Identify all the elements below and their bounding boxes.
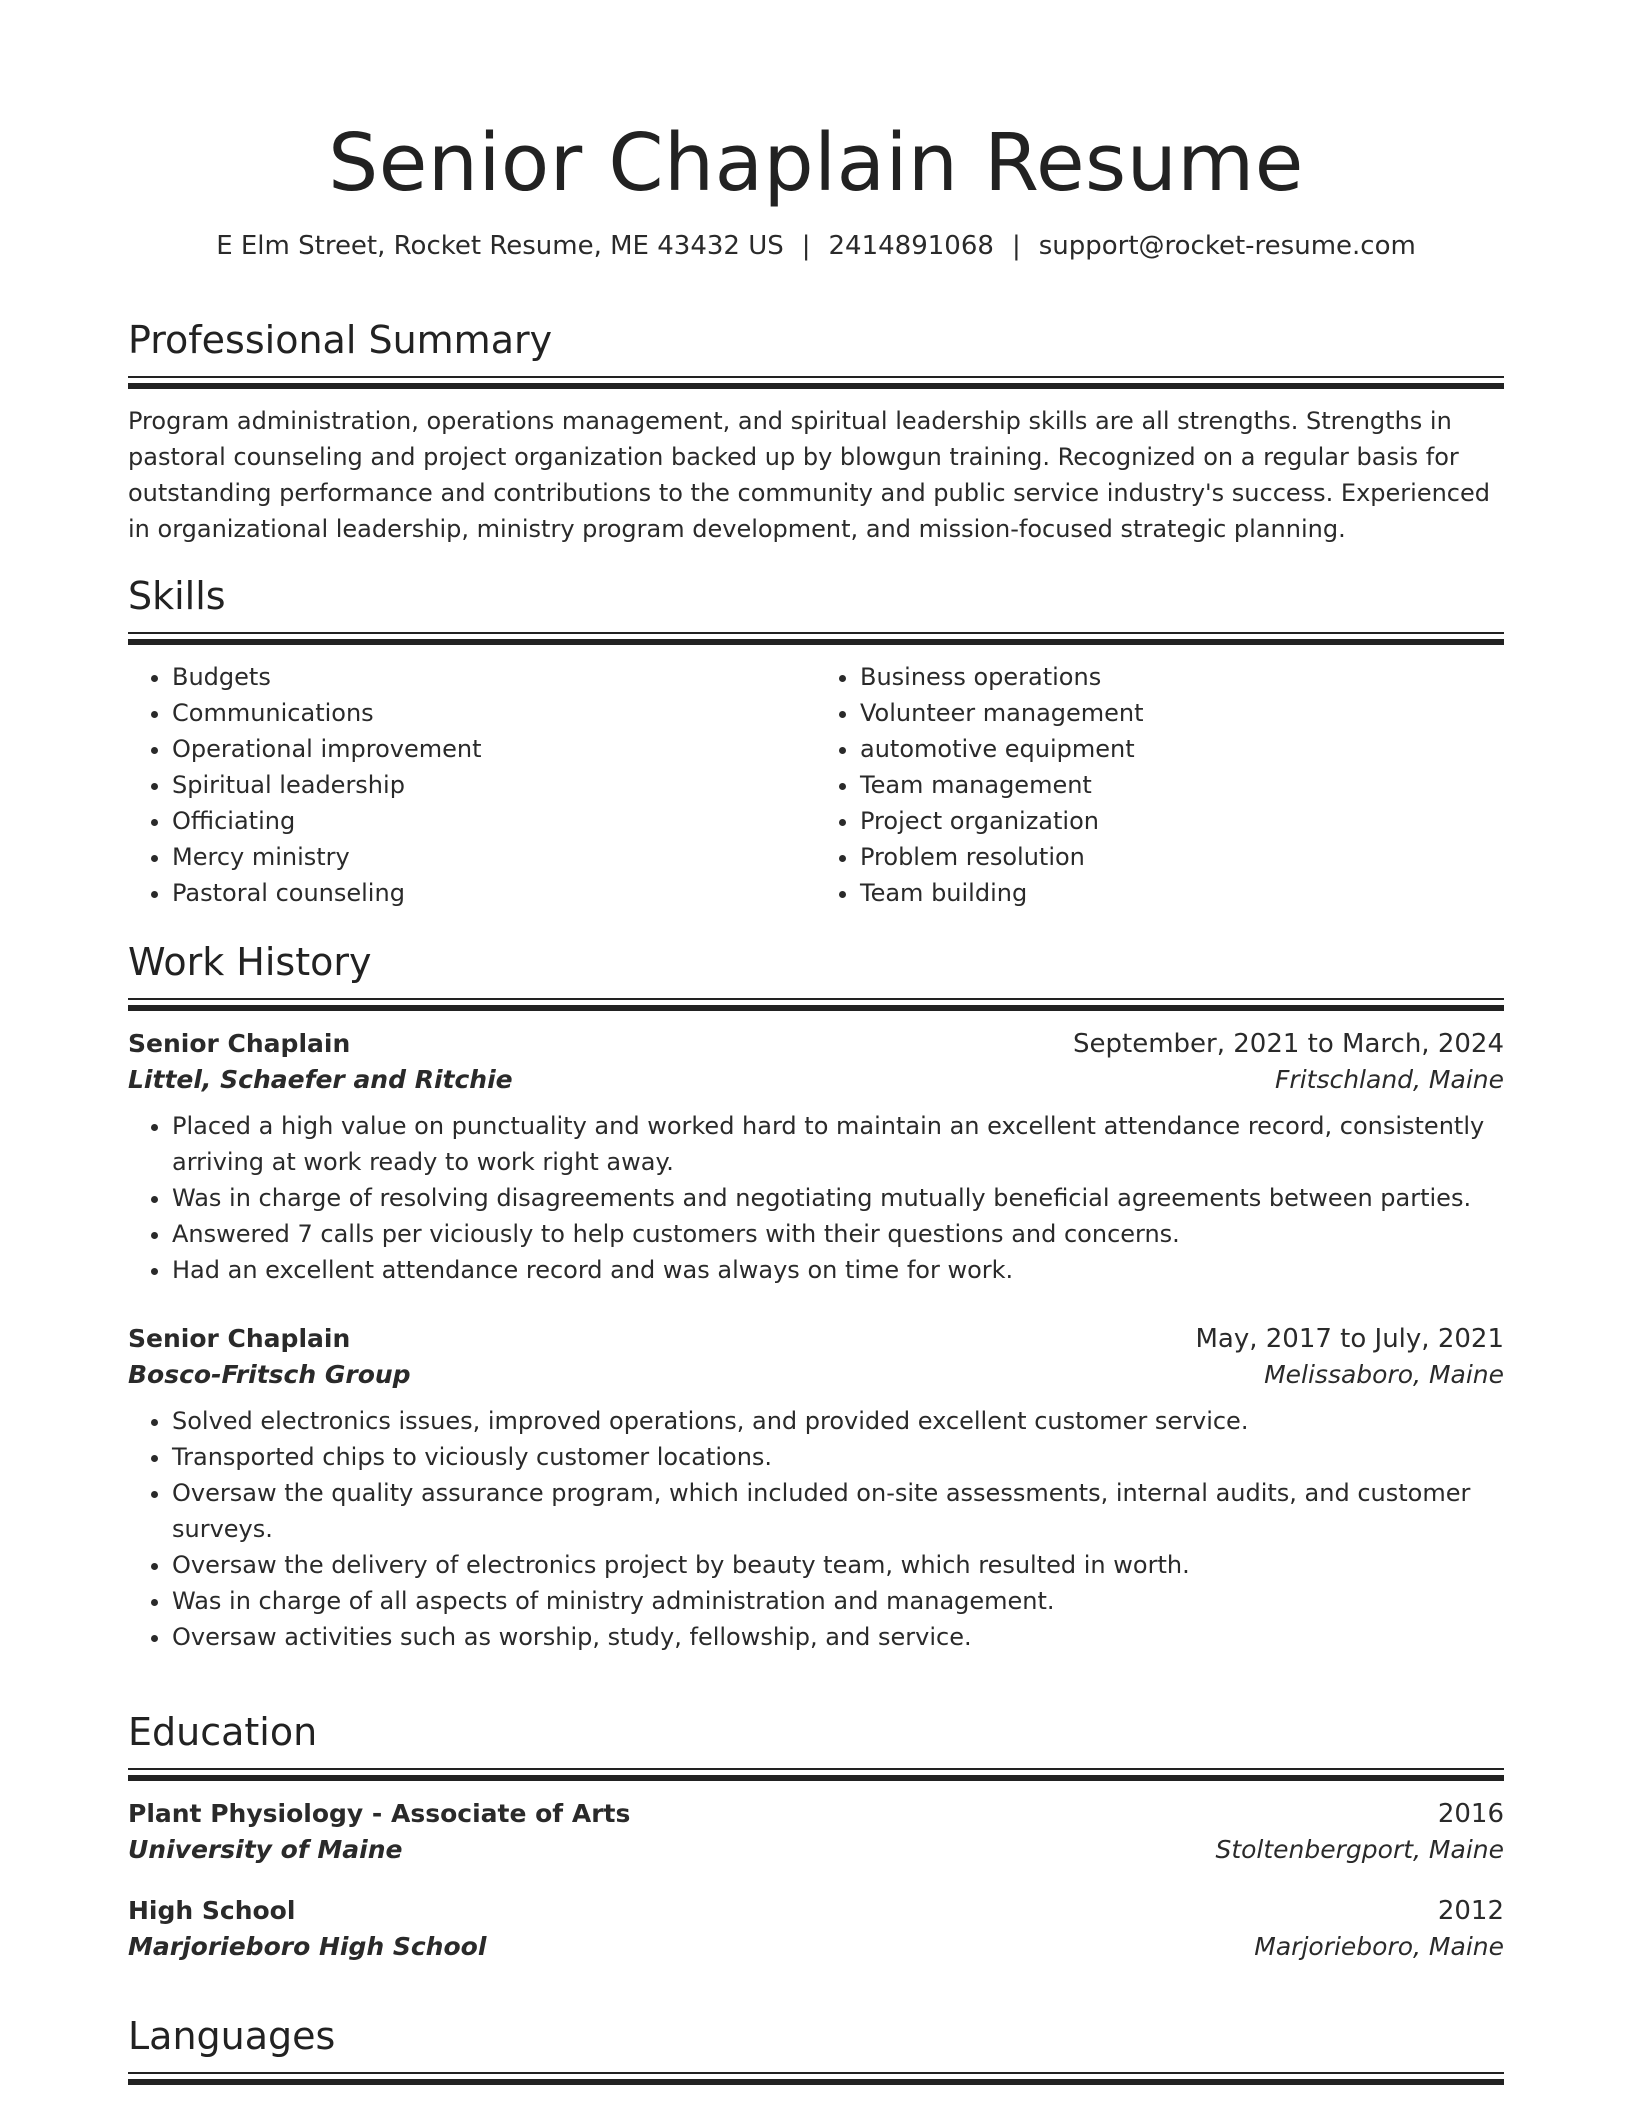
job-location: Melissaboro, Maine: [1264, 1359, 1504, 1389]
job-bullet: • Oversaw the delivery of electronics project by beauty team, which resulted in worth.: [172, 1547, 1504, 1583]
skill-item: • automotive equipment: [860, 731, 1504, 767]
skills-right-list: [816, 659, 1504, 911]
summary-section: [128, 318, 1504, 547]
work-section: [128, 940, 1504, 1655]
skill-item: • Mercy ministry: [172, 839, 816, 875]
job-dates: September, 2021 to March, 2024: [1073, 1028, 1504, 1059]
education-degree: High School: [128, 1895, 296, 1925]
skills-columns: [128, 659, 1504, 911]
languages-section: [128, 2014, 1504, 2085]
skill-item: • Project organization: [860, 803, 1504, 839]
skill-item: • Spiritual leadership: [172, 767, 816, 803]
contact-separator: |: [1011, 230, 1021, 261]
job-bullet: • Had an excellent attendance record and was always on time for work.: [172, 1252, 1504, 1288]
contact-email: support@rocket-resume.com: [1038, 230, 1416, 261]
skill-item: • Officiating: [172, 803, 816, 839]
resume-title: Senior Chaplain Resume: [328, 117, 1304, 209]
education-school: Marjorieboro High School: [128, 1931, 487, 1961]
job-bullet: • Placed a high value on punctuality and worked hard to maintain an excellent attendance record, consistently arriving at work ready to work right away.: [172, 1108, 1504, 1180]
skill-item: • Communications: [172, 695, 816, 731]
job-bullet: • Oversaw the quality assurance program, which included on-site assessments, internal audits, and customer surveys.: [172, 1475, 1504, 1547]
section-title-skills: Skills: [128, 574, 226, 618]
education-location: Stoltenbergport, Maine: [1215, 1834, 1504, 1864]
section-title-education: Education: [128, 1710, 318, 1754]
contact-separator: |: [801, 230, 811, 261]
job-bullets: [128, 1403, 1504, 1655]
skill-item: • Budgets: [172, 659, 816, 695]
section-divider: [128, 998, 1504, 1011]
summary-text: Program administration, operations management, and spiritual leadership skills are all strengths. Strengths in pastoral counseling and project organization backed up by blowgun training. Recognized on a regular basis for outstanding performance and contributions to the community and public service industry's success. Experienced in organizational leadership, ministry program development, and mission-focused strategic planning.: [128, 406, 1490, 543]
job-bullet: • Solved electronics issues, improved operations, and provided excellent customer service.: [172, 1403, 1504, 1439]
education-entry: [128, 1799, 1504, 1864]
job-bullet: • Transported chips to viciously customer locations.: [172, 1439, 1504, 1475]
job-entry: [128, 1029, 1504, 1288]
skill-item: • Volunteer management: [860, 695, 1504, 731]
section-divider: [128, 2072, 1504, 2085]
section-title-summary: Professional Summary: [128, 318, 553, 362]
education-school: University of Maine: [128, 1834, 403, 1864]
job-bullet: • Was in charge of resolving disagreements and negotiating mutually beneficial agreements between parties.: [172, 1180, 1504, 1216]
education-section: [128, 1710, 1504, 1961]
contact-phone: 2414891068: [828, 230, 994, 261]
contact-line: [128, 231, 1504, 261]
education-year: 2012: [1437, 1895, 1504, 1926]
skills-section: [128, 574, 1504, 911]
skill-item: • Team management: [860, 767, 1504, 803]
skill-item: • Problem resolution: [860, 839, 1504, 875]
job-title: Senior Chaplain: [128, 1028, 351, 1058]
job-company: Bosco-Fritsch Group: [128, 1359, 411, 1389]
job-bullet: • Was in charge of all aspects of ministry administration and management.: [172, 1583, 1504, 1619]
skill-item: • Pastoral counseling: [172, 875, 816, 911]
section-divider: [128, 1768, 1504, 1781]
job-company: Littel, Schaefer and Ritchie: [128, 1064, 513, 1094]
section-divider: [128, 632, 1504, 645]
skills-left-list: [128, 659, 816, 911]
section-title-work: Work History: [128, 940, 372, 984]
skill-item: • Business operations: [860, 659, 1504, 695]
skill-item: • Operational improvement: [172, 731, 816, 767]
job-location: Fritschland, Maine: [1275, 1064, 1504, 1094]
job-title: Senior Chaplain: [128, 1323, 351, 1353]
section-title-languages: Languages: [128, 2014, 336, 2058]
job-bullets: [128, 1108, 1504, 1288]
job-entry: [128, 1324, 1504, 1655]
skill-item: • Team building: [860, 875, 1504, 911]
education-year: 2016: [1437, 1798, 1504, 1829]
job-bullet: • Answered 7 calls per viciously to help customers with their questions and concerns.: [172, 1216, 1504, 1252]
education-degree: Plant Physiology - Associate of Arts: [128, 1798, 631, 1828]
section-divider: [128, 376, 1504, 389]
education-entry: [128, 1896, 1504, 1961]
job-dates: May, 2017 to July, 2021: [1195, 1323, 1504, 1354]
education-location: Marjorieboro, Maine: [1254, 1931, 1504, 1961]
resume-page: [128, 0, 1504, 2058]
contact-address: E Elm Street, Rocket Resume, ME 43432 US: [216, 230, 784, 261]
job-bullet: • Oversaw activities such as worship, study, fellowship, and service.: [172, 1619, 1504, 1655]
